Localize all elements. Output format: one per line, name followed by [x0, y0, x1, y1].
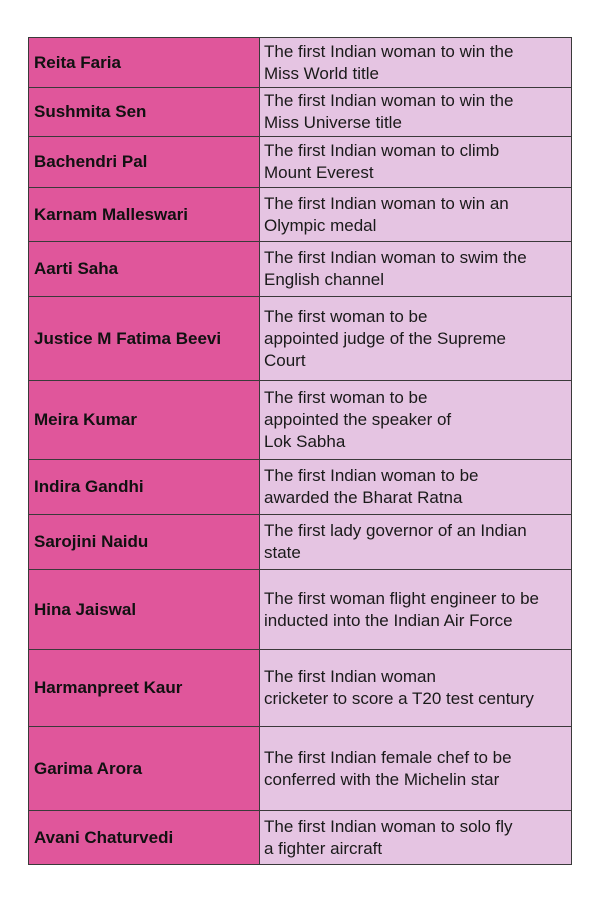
person-name: Meira Kumar: [29, 381, 260, 460]
person-name: Bachendri Pal: [29, 137, 260, 188]
table-row: [29, 811, 572, 865]
table-row: [29, 88, 572, 137]
table-row: [29, 727, 572, 811]
table-row: [29, 650, 572, 727]
achievement-description: The first lady governor of an Indian state: [260, 515, 572, 570]
achievement-description: The first Indian woman cricketer to score a T20 test century: [260, 650, 572, 727]
achievement-description: The first Indian woman to win the Miss Universe title: [260, 88, 572, 137]
achievement-description: The first Indian woman to solo fly a fighter aircraft: [260, 811, 572, 865]
person-name: Harmanpreet Kaur: [29, 650, 260, 727]
table-row: [29, 188, 572, 242]
table-row: [29, 460, 572, 515]
table-row: [29, 515, 572, 570]
table-row: [29, 242, 572, 297]
table-row: [29, 570, 572, 650]
person-name: Hina Jaiswal: [29, 570, 260, 650]
achievement-description: The first Indian woman to win an Olympic medal: [260, 188, 572, 242]
achievement-description: The first Indian woman to be awarded the Bharat Ratna: [260, 460, 572, 515]
person-name: Garima Arora: [29, 727, 260, 811]
table-row: [29, 297, 572, 381]
person-name: Avani Chaturvedi: [29, 811, 260, 865]
person-name: Justice M Fatima Beevi: [29, 297, 260, 381]
achievement-description: The first woman to be appointed the speaker of Lok Sabha: [260, 381, 572, 460]
achievement-description: The first Indian woman to win the Miss World title: [260, 38, 572, 88]
achievement-description: The first Indian woman to climb Mount Everest: [260, 137, 572, 188]
table-row: [29, 38, 572, 88]
table-row: [29, 381, 572, 460]
table-row: [29, 137, 572, 188]
person-name: Sarojini Naidu: [29, 515, 260, 570]
achievement-description: The first Indian female chef to be conferred with the Michelin star: [260, 727, 572, 811]
person-name: Aarti Saha: [29, 242, 260, 297]
achievement-description: The first woman to be appointed judge of the Supreme Court: [260, 297, 572, 381]
person-name: Sushmita Sen: [29, 88, 260, 137]
person-name: Indira Gandhi: [29, 460, 260, 515]
achievement-description: The first Indian woman to swim the English channel: [260, 242, 572, 297]
firsts-table: [28, 37, 572, 865]
person-name: Karnam Malleswari: [29, 188, 260, 242]
person-name: Reita Faria: [29, 38, 260, 88]
achievement-description: The first woman flight engineer to be inducted into the Indian Air Force: [260, 570, 572, 650]
